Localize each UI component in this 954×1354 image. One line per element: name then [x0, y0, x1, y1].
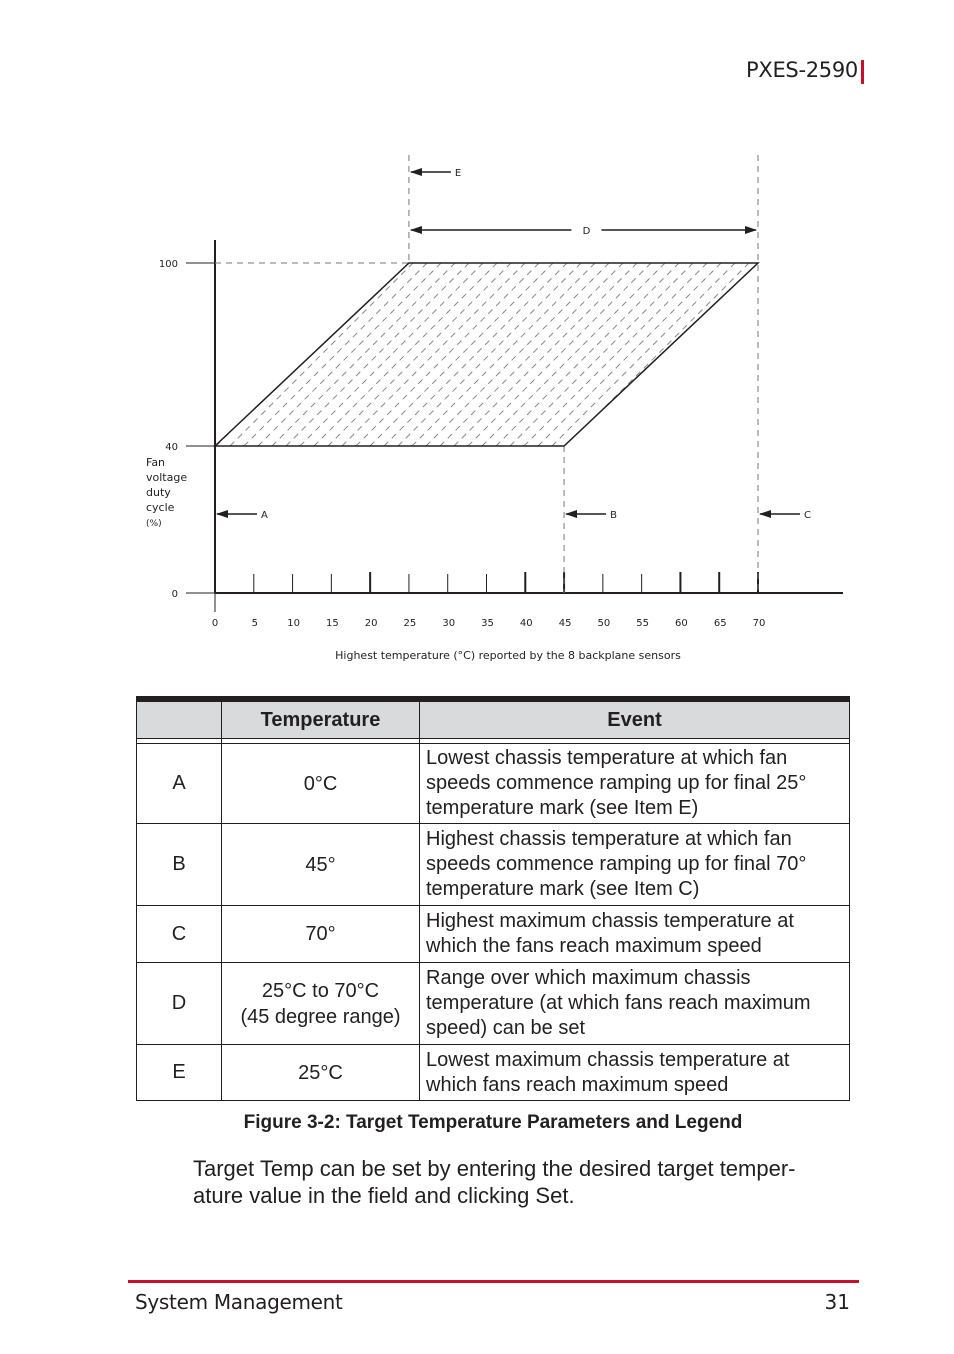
hatch-line	[790, 263, 954, 446]
footer-rule	[128, 1280, 859, 1283]
x-tick-label: 25	[403, 618, 417, 629]
y-tick-label: 0	[171, 589, 178, 600]
x-tick-label: 45	[558, 618, 572, 629]
row-temperature-line: (45 degree range)	[240, 1005, 401, 1028]
hatch-line	[0, 263, 119, 446]
hatch-line	[594, 263, 777, 446]
range-label: D	[582, 226, 591, 237]
hatch-line	[0, 263, 63, 446]
document-title: PXES-2590	[746, 58, 858, 82]
hatch-line	[846, 263, 954, 446]
hatch-line	[0, 263, 133, 446]
hatch-line	[0, 263, 161, 446]
row-temperature: 45°	[222, 824, 420, 906]
y-tick-label: 100	[158, 259, 178, 270]
x-axis-label: Highest temperature (°C) reported by the 8 backplane sensors	[335, 649, 681, 662]
x-tick-label: 30	[442, 618, 456, 629]
hatch-line	[34, 263, 217, 446]
hatch-line	[62, 263, 245, 446]
table-row	[137, 824, 850, 906]
hatch-line	[608, 263, 791, 446]
hatch-line	[874, 263, 954, 446]
x-tick-label: 20	[364, 618, 378, 629]
page-number: 31	[824, 1290, 850, 1314]
x-tick-label: 15	[325, 618, 339, 629]
hatch-line	[664, 263, 847, 446]
row-key: A	[137, 744, 222, 824]
body-line: ature value in the field and clicking Set.	[193, 1183, 575, 1208]
hatch-line	[412, 263, 595, 446]
hatch-line	[370, 263, 553, 446]
hatch-line	[244, 263, 427, 446]
hatch-line	[300, 263, 483, 446]
hatch-line	[440, 263, 623, 446]
hatch-line	[202, 263, 385, 446]
hatch-line	[762, 263, 945, 446]
table-row	[137, 963, 850, 1045]
hatch-line	[0, 263, 7, 446]
hatch-line	[48, 263, 231, 446]
table-row	[137, 906, 850, 963]
hatch-line	[286, 263, 469, 446]
row-temperature: 25°C	[222, 1045, 420, 1101]
hatch-line	[76, 263, 259, 446]
hatch-line	[888, 263, 954, 446]
hatch-line	[328, 263, 511, 446]
hatch-line	[482, 263, 665, 446]
row-event: Range over which maximum chassis temperature (at which fans reach maximum speed) can be set	[420, 963, 850, 1045]
x-tick-label: 40	[519, 618, 533, 629]
table-row	[137, 1045, 850, 1101]
row-event: Highest maximum chassis temperature at which the fans reach maximum speed	[420, 906, 850, 963]
hatch-line	[720, 263, 903, 446]
y-axis-label-line: Fan	[146, 456, 166, 469]
legend-table	[136, 696, 850, 1101]
row-event: Lowest maximum chassis temperature at which fans reach maximum speed	[420, 1045, 850, 1101]
x-tick-label: 10	[287, 618, 300, 629]
hatch-line	[622, 263, 805, 446]
row-key: D	[137, 963, 222, 1045]
hatch-line	[90, 263, 273, 446]
row-key: C	[137, 906, 222, 963]
hatch-line	[818, 263, 954, 446]
region-outline	[215, 263, 758, 446]
hatch-line	[524, 263, 707, 446]
x-tick-label: 35	[481, 618, 494, 629]
hatch-line	[538, 263, 721, 446]
body-paragraph	[193, 1155, 843, 1209]
region-hatch	[0, 263, 954, 446]
x-tick-label: 60	[675, 618, 688, 629]
row-temperature: 70°	[222, 906, 420, 963]
row-temperature	[222, 963, 420, 1045]
marker-label: B	[610, 510, 617, 521]
body-line: Target Temp can be set by entering the desired target temper-	[193, 1156, 796, 1181]
column-header-temperature: Temperature	[222, 699, 420, 739]
hatch-line	[496, 263, 679, 446]
hatch-line	[0, 263, 91, 446]
y-axis-label-line: cycle	[146, 501, 175, 514]
hatch-line	[0, 263, 49, 446]
x-tick-label: 55	[636, 618, 650, 629]
hatch-line	[398, 263, 581, 446]
column-header-key	[137, 699, 222, 739]
hatch-line	[342, 263, 525, 446]
x-tick-label: 0	[211, 618, 219, 629]
marker-label: E	[454, 168, 462, 179]
hatch-line	[0, 263, 21, 446]
hatch-line	[6, 263, 189, 446]
hatch-line	[384, 263, 567, 446]
hatch-line	[104, 263, 287, 446]
hatch-line	[650, 263, 833, 446]
row-event: Highest chassis temperature at which fan speeds commence ramping up for final 70° temperature mark (see Item C)	[420, 824, 850, 906]
footer-section-title: System Management	[135, 1290, 343, 1314]
hatch-line	[860, 263, 954, 446]
y-axis-label-line: voltage	[146, 471, 188, 484]
x-tick-label: 5	[251, 618, 258, 629]
hatch-line	[454, 263, 637, 446]
hatch-line	[580, 263, 763, 446]
hatch-line	[804, 263, 954, 446]
hatch-line	[0, 263, 105, 446]
hatch-line	[160, 263, 343, 446]
figure-caption: Figure 3-2: Target Temperature Parameters and Legend	[243, 1112, 743, 1133]
hatch-line	[174, 263, 357, 446]
hatch-line	[0, 263, 35, 446]
y-tick-label: 40	[165, 442, 178, 453]
hatch-line	[146, 263, 329, 446]
hatch-line	[258, 263, 441, 446]
x-tick-label: 50	[597, 618, 611, 629]
hatch-line	[426, 263, 609, 446]
table-row	[137, 744, 850, 824]
hatch-line	[230, 263, 413, 446]
row-key: B	[137, 824, 222, 906]
hatch-line	[20, 263, 203, 446]
hatch-line	[0, 263, 147, 446]
column-header-event: Event	[420, 699, 850, 739]
hatch-line	[272, 263, 455, 446]
hatch-line	[510, 263, 693, 446]
y-axis-label-line: duty	[146, 486, 171, 499]
hatch-line	[118, 263, 301, 446]
hatch-line	[776, 263, 954, 446]
row-temperature: 0°C	[222, 744, 420, 824]
hatch-line	[314, 263, 497, 446]
row-key: E	[137, 1045, 222, 1101]
row-temperature-line: 25°C to 70°C	[261, 979, 380, 1002]
hatch-line	[692, 263, 875, 446]
x-tick-label: 70	[752, 618, 766, 629]
hatch-line	[636, 263, 819, 446]
hatch-line	[748, 263, 931, 446]
hatch-line	[132, 263, 315, 446]
hatch-line	[734, 263, 917, 446]
hatch-line	[678, 263, 861, 446]
marker-label: A	[261, 510, 268, 521]
hatch-line	[468, 263, 651, 446]
hatch-line	[706, 263, 889, 446]
hatch-line	[0, 263, 77, 446]
hatch-line	[356, 263, 539, 446]
hatch-line	[832, 263, 954, 446]
x-tick-label: 65	[713, 618, 727, 629]
row-event: Lowest chassis temperature at which fan speeds commence ramping up for final 25° temperature mark (see Item E)	[420, 744, 850, 824]
y-axis-label-line: (%)	[146, 519, 162, 529]
marker-label: C	[804, 510, 811, 521]
hatch-line	[552, 263, 735, 446]
hatch-line	[0, 263, 175, 446]
